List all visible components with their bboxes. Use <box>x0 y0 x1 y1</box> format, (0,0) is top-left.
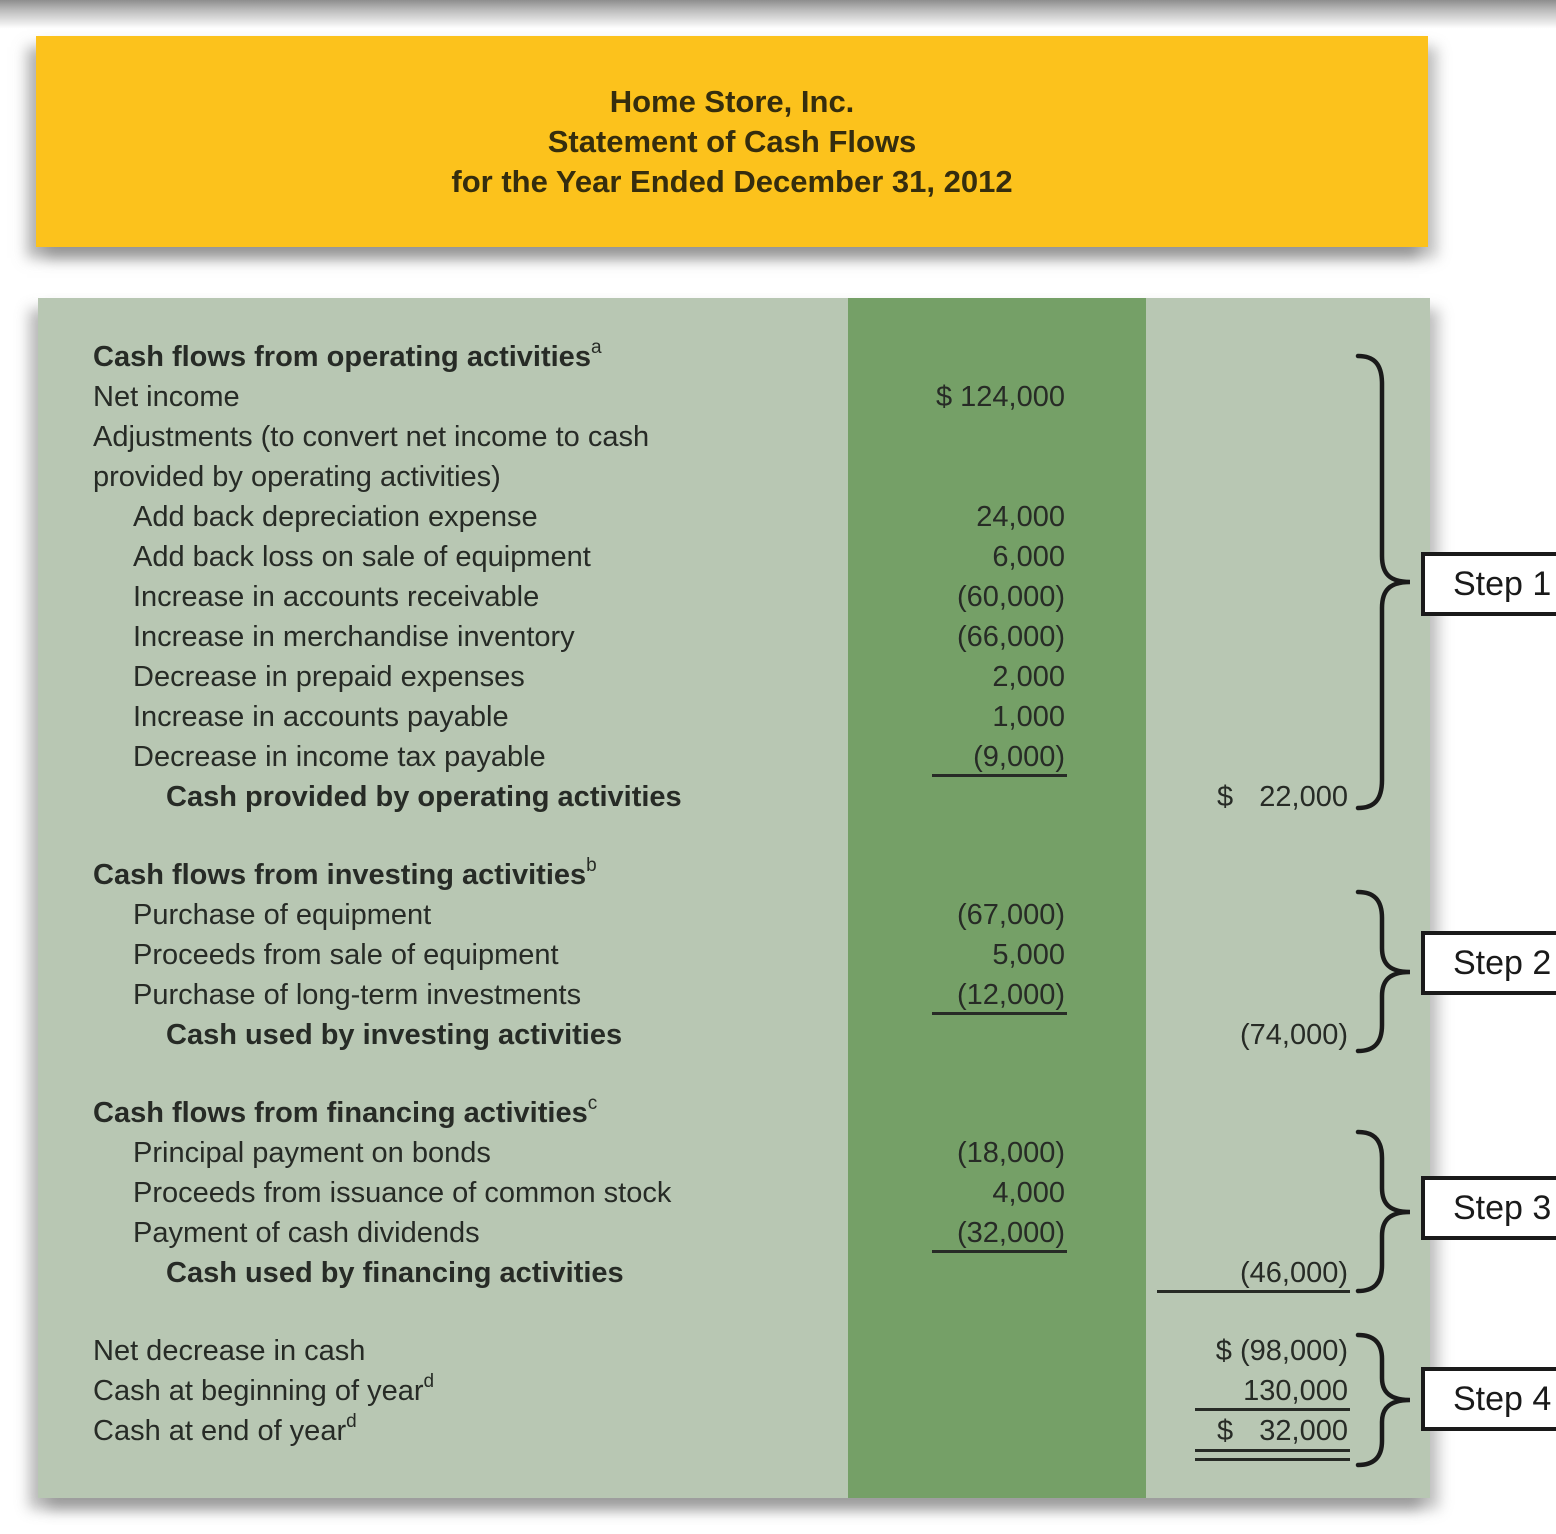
line-item-amount: (66,000) <box>956 620 1065 653</box>
line-item-row <box>38 577 1430 617</box>
line-item-label: Payment of cash dividends <box>133 1216 480 1249</box>
section-total-label: Cash used by investing activities <box>166 1018 623 1051</box>
line-item-row <box>38 377 1430 417</box>
line-item-row <box>38 497 1430 537</box>
line-item-label: Net income <box>93 380 240 413</box>
section-heading-text: Cash flows from investing activities <box>93 858 587 891</box>
line-item-label: Decrease in income tax payable <box>133 740 546 773</box>
section-heading <box>38 1092 848 1130</box>
line-item-amount: $ 124,000 <box>935 380 1065 413</box>
line-item-label: Purchase of long-term investments <box>133 978 582 1011</box>
section-total-row <box>38 1253 1430 1293</box>
section-heading-text: Cash flows from financing activities <box>93 1096 588 1129</box>
statement-title-box <box>36 36 1428 247</box>
section-total-amount: (46,000) <box>1239 1256 1348 1289</box>
line-item-row <box>38 417 1430 457</box>
section-total-amount: (74,000) <box>1239 1018 1348 1051</box>
line-item-amount: (12,000) <box>956 978 1065 1011</box>
summary-label-text: Cash at beginning of year <box>93 1374 424 1407</box>
line-item-row <box>38 457 1430 497</box>
total-rule <box>1157 1290 1350 1293</box>
currency-sign: $ <box>1217 1414 1234 1447</box>
line-item-label: Proceeds from sale of equipment <box>133 938 559 971</box>
section-heading-text: Cash flows from operating activities <box>93 340 591 373</box>
statement-panel <box>38 298 1430 1498</box>
line-item-row <box>38 975 1430 1015</box>
summary-row <box>38 1331 1430 1371</box>
footnote-marker: d <box>346 1410 357 1432</box>
step3-label-box <box>1421 1176 1556 1240</box>
line-item-amount: (32,000) <box>956 1216 1065 1249</box>
section-total-row <box>38 1015 1430 1055</box>
double-underline-rule <box>1195 1449 1350 1461</box>
operating-heading-row <box>38 337 1430 377</box>
total-amount: 32,000 <box>1259 1414 1348 1447</box>
footnote-marker: c <box>587 1092 598 1114</box>
summary-label <box>38 1410 848 1448</box>
step2-brace <box>1352 888 1416 1055</box>
step4-brace <box>1352 1331 1416 1469</box>
step1-label-box <box>1421 552 1556 616</box>
step-label: Step 4 <box>1453 1379 1552 1418</box>
step-label: Step 2 <box>1453 943 1552 982</box>
currency-sign: $ <box>1217 780 1234 813</box>
footnote-marker: d <box>423 1370 435 1392</box>
line-item-amount: 24,000 <box>976 500 1065 533</box>
statement-period: for the Year Ended December 31, 2012 <box>451 163 1013 199</box>
line-item-amount: 6,000 <box>992 540 1065 573</box>
summary-label <box>38 1370 848 1408</box>
step1-brace <box>1352 352 1416 812</box>
section-heading <box>38 854 848 892</box>
line-item-label: Proceeds from issuance of common stock <box>133 1176 672 1209</box>
line-item-amount: 5,000 <box>992 938 1065 971</box>
line-item-label: Increase in accounts payable <box>133 700 509 733</box>
statement-name: Statement of Cash Flows <box>547 123 917 159</box>
line-item-row <box>38 617 1430 657</box>
line-item-label: Increase in accounts receivable <box>133 580 540 613</box>
step-label: Step 3 <box>1453 1188 1552 1227</box>
line-item-label: Adjustments (to convert net income to cash <box>93 420 650 453</box>
summary-row <box>38 1371 1430 1411</box>
step3-brace <box>1352 1128 1416 1295</box>
financing-heading-row <box>38 1093 1430 1133</box>
investing-heading-row <box>38 855 1430 895</box>
summary-label-text: Cash at end of year <box>93 1414 347 1447</box>
line-item-row <box>38 895 1430 935</box>
section-total-row <box>38 777 1430 817</box>
top-shadow-band <box>0 0 1556 30</box>
summary-row <box>38 1411 1430 1451</box>
statement-rows <box>38 337 1430 1451</box>
company-name: Home Store, Inc. <box>609 83 855 119</box>
line-item-label: Add back depreciation expense <box>133 500 538 533</box>
total-amount: 22,000 <box>1259 780 1348 813</box>
step2-label-box <box>1421 931 1556 995</box>
summary-amount: 130,000 <box>1243 1374 1348 1407</box>
summary-label: Net decrease in cash <box>93 1334 366 1367</box>
line-item-amount: (67,000) <box>956 898 1065 931</box>
line-item-row <box>38 657 1430 697</box>
line-item-row <box>38 1213 1430 1253</box>
line-item-row <box>38 1173 1430 1213</box>
line-item-row <box>38 1133 1430 1173</box>
line-item-amount: 4,000 <box>992 1176 1065 1209</box>
line-item-label: Add back loss on sale of equipment <box>133 540 591 573</box>
section-total-label: Cash provided by operating activities <box>166 780 682 813</box>
line-item-row <box>38 537 1430 577</box>
line-item-amount: (18,000) <box>956 1136 1065 1169</box>
footnote-marker: b <box>586 854 597 876</box>
line-item-amount: (60,000) <box>956 580 1065 613</box>
footnote-marker: a <box>590 336 602 358</box>
line-item-label: Increase in merchandise inventory <box>133 620 575 653</box>
section-heading <box>38 336 848 374</box>
line-item-amount: 1,000 <box>992 700 1065 733</box>
summary-amount: $ (98,000) <box>1215 1334 1348 1367</box>
line-item-amount: 2,000 <box>992 660 1065 693</box>
step4-label-box <box>1421 1367 1556 1431</box>
line-item-amount: (9,000) <box>973 740 1065 773</box>
step-label: Step 1 <box>1453 564 1552 603</box>
line-item-label: Principal payment on bonds <box>133 1136 491 1169</box>
line-item-row <box>38 737 1430 777</box>
line-item-label: provided by operating activities) <box>93 460 501 493</box>
section-total-label: Cash used by financing activities <box>166 1256 624 1289</box>
line-item-label: Decrease in prepaid expenses <box>133 660 525 693</box>
line-item-label: Purchase of equipment <box>133 898 432 931</box>
line-item-row <box>38 935 1430 975</box>
line-item-row <box>38 697 1430 737</box>
